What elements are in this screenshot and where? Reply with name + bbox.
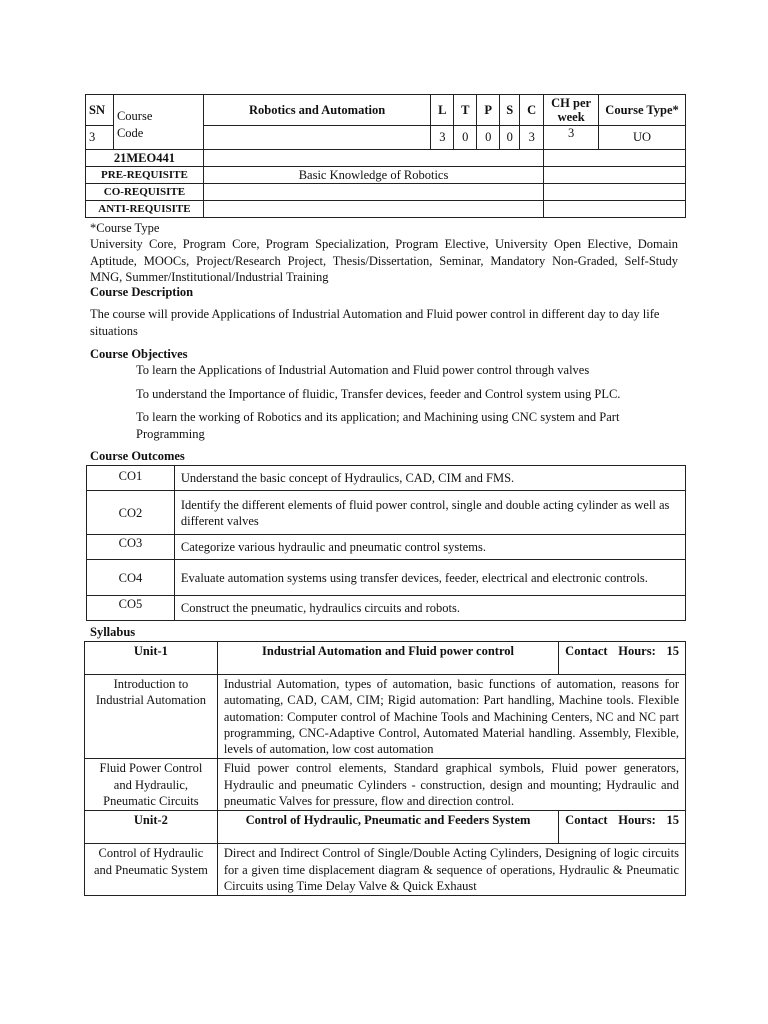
outcome-code: CO5 [87,596,175,621]
syllabus-heading: Syllabus [90,625,136,639]
course-description-heading: Course Description [90,285,194,299]
table-row [85,675,686,759]
ch-value: 3 [544,126,599,150]
course-outcomes-table [86,465,686,621]
antirequisite-label: ANTI-REQUISITE [86,201,204,218]
table-row [87,491,686,535]
table-row [87,596,686,621]
unit-name: Unit-1 [85,642,218,675]
outcome-text: Construct the pneumatic, hydraulics circuits and robots. [174,596,685,621]
outcome-text: Evaluate automation systems using transfer devices, feeder, electrical and electronic controls. [174,560,685,596]
contact-hours: Contact Hours: 15 [559,811,686,844]
course-type-heading: *Course Type [90,221,160,235]
objective-item: To understand the Importance of fluidic, Transfer devices, feeder and Control system using PLC. [136,387,621,401]
objective-item: To learn the Applications of Industrial Automation and Fluid power control through valves [136,363,590,377]
unit-header-row [85,811,686,844]
ch-per-week-label: CH per week [544,95,599,126]
syllabus-table [84,641,686,896]
corequisite-value [203,184,543,201]
outcome-text: Understand the basic concept of Hydraulics, CAD, CIM and FMS. [174,466,685,491]
outcome-text: Categorize various hydraulic and pneumatic control systems. [174,535,685,560]
course-objectives-heading: Course Objectives [90,347,188,361]
prerequisite-label: PRE-REQUISITE [86,167,204,184]
prerequisite-value: Basic Knowledge of Robotics [203,167,543,184]
s-value: 0 [500,126,520,150]
outcome-code: CO4 [87,560,175,596]
title-blank [203,126,430,150]
sn-label: SN [86,95,114,126]
topic-name: Introduction to Industrial Automation [85,675,218,759]
l-value: 3 [431,126,454,150]
t-value: 0 [454,126,477,150]
t-label: T [454,95,477,126]
c-label: C [520,95,544,126]
contact-hours: Contact Hours: 15 [559,642,686,675]
table-row [87,560,686,596]
course-description-text: The course will provide Applications of Industrial Automation and Fluid power control in different day to day life situations [90,307,660,338]
course-type-text: University Core, Program Core, Program Specialization, Program Elective, University Open Elective, Domain Aptitude, MOOCs, Project/Research Project, Thesis/Dissertation, Seminar, Mandatory Non-Graded, Self-Study MNG, Summer/Institutional/Industrial Training [90,237,678,284]
l-label: L [431,95,454,126]
outcome-code: CO1 [87,466,175,491]
course-header-table [85,94,686,218]
outcome-code: CO2 [87,491,175,535]
course-title: Robotics and Automation [203,95,430,126]
table-row [87,535,686,560]
course-outcomes-heading: Course Outcomes [90,449,185,463]
table-row [85,759,686,811]
objective-item: To learn the working of Robotics and its application; and Machining using CNC system and Part Programming [136,410,620,441]
course-type-value: UO [599,126,686,150]
outcome-text: Identify the different elements of fluid power control, single and double acting cylinder as well as different valves [174,491,685,535]
s-label: S [500,95,520,126]
c-value: 3 [520,126,544,150]
topic-text: Fluid power control elements, Standard graphical symbols, Fluid power generators, Hydraulic and pneumatic Cylinders - construction, design and mounting; Hydraulic and pneumatic Valves for pressure, flow and direction control. [217,759,685,811]
topic-text: Industrial Automation, types of automation, basic functions of automation, reasons for automating, CAD, CAM, CIM; Rigid automation: Part handling, Machine tools. Flexible automation: Computer control of Machine Tools and Machining Centers, NC and NC part programming, CNC-Adaptive Control, Automated Material handling. Assembly, Flexible, levels of automation, low cost automation [217,675,685,759]
p-label: P [477,95,500,126]
topic-name: Fluid Power Control and Hydraulic, Pneumatic Circuits [85,759,218,811]
topic-name: Control of Hydraulic and Pneumatic System [85,844,218,896]
table-row [87,466,686,491]
sn-value: 3 [86,126,114,150]
course-code-value: 21MEO441 [86,150,204,167]
unit-header-row [85,642,686,675]
outcome-code: CO3 [87,535,175,560]
course-type-label: Course Type* [599,95,686,126]
course-code-label: Course Code [113,95,203,150]
antirequisite-value [203,201,543,218]
p-value: 0 [477,126,500,150]
topic-text: Direct and Indirect Control of Single/Double Acting Cylinders, Designing of logic circuits for a given time displacement diagram & sequence of operations, Hydraulic & Pneumatic Circuits using Time Delay Valve & Quick Exhaust [217,844,685,896]
table-row [85,844,686,896]
corequisite-label: CO-REQUISITE [86,184,204,201]
unit-title: Industrial Automation and Fluid power control [217,642,558,675]
unit-title: Control of Hydraulic, Pneumatic and Feeders System [217,811,558,844]
unit-name: Unit-2 [85,811,218,844]
